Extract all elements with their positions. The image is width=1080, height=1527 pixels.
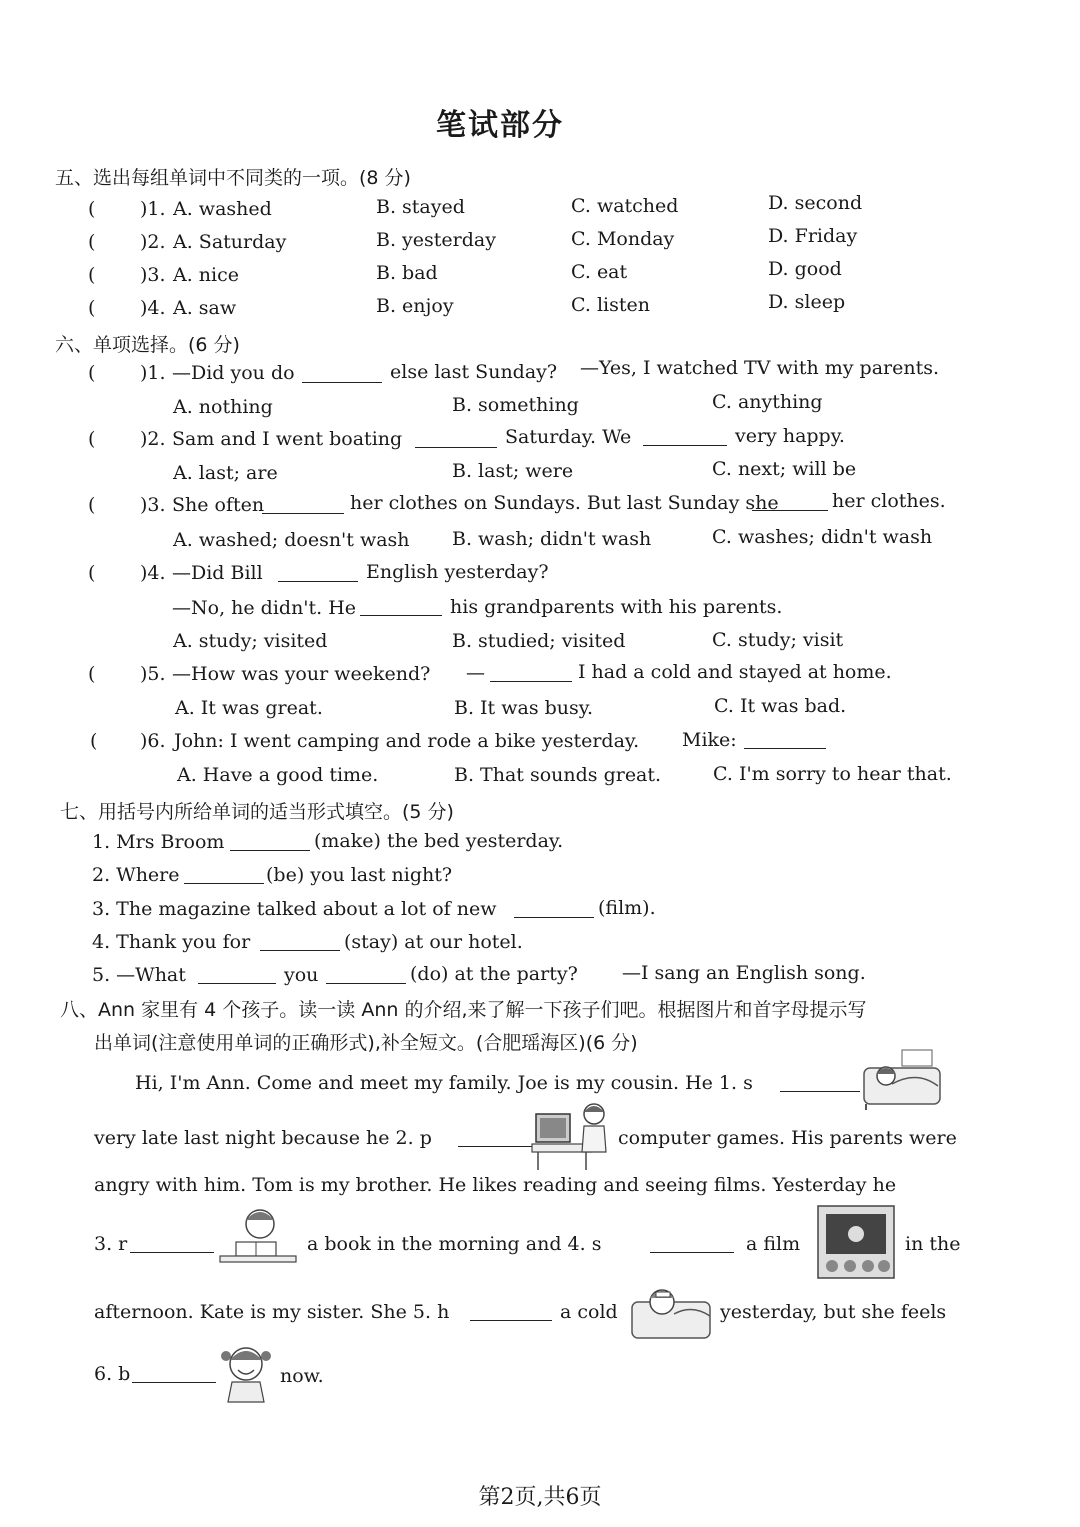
option-c: C. study; visit — [712, 629, 844, 651]
answer-blank[interactable] — [458, 1130, 532, 1147]
option-c: C. watched — [571, 195, 679, 217]
option-b: B. yesterday — [376, 229, 496, 251]
answer-blank[interactable] — [198, 967, 276, 984]
fill-text: 4. Thank you for — [92, 931, 251, 953]
passage-text: a book in the morning and 4. s — [307, 1233, 602, 1255]
question-number: )1. — [140, 198, 166, 220]
option-b: B. stayed — [376, 196, 465, 218]
question-text: —Did Bill — [172, 562, 263, 584]
sleeping-boy-icon — [862, 1048, 944, 1110]
question-text: her clothes. — [832, 490, 946, 512]
passage-text: in the — [905, 1233, 961, 1255]
option-b: B. enjoy — [376, 295, 454, 317]
passage-text: now. — [280, 1365, 324, 1387]
passage-text: Hi, I'm Ann. Come and meet my family. Joe is my cousin. He 1. s — [135, 1072, 753, 1094]
section-5-header: 五、选出每组单词中不同类的一项。(8 分) — [55, 167, 411, 189]
question-text: else last Sunday? — [390, 361, 558, 383]
answer-blank[interactable] — [184, 867, 264, 884]
fill-text: (film). — [598, 897, 656, 919]
question-text: —Did you do — [172, 362, 295, 384]
question-text: —Yes, I watched TV with my parents. — [580, 357, 940, 379]
option-c: C. anything — [712, 391, 823, 413]
answer-blank[interactable] — [262, 497, 344, 514]
question-text: her clothes on Sundays. But last Sunday she — [350, 492, 779, 514]
option-a: A. washed — [173, 198, 272, 220]
answer-blank[interactable] — [230, 834, 310, 851]
option-a: A. last; are — [173, 462, 278, 484]
question-text: English yesterday? — [366, 561, 549, 583]
answer-paren[interactable]: ( — [88, 562, 96, 584]
option-c: C. listen — [571, 294, 650, 316]
option-d: D. sleep — [768, 291, 846, 313]
answer-blank[interactable] — [780, 1075, 860, 1092]
fill-text: (do) at the party? — [410, 963, 578, 985]
question-number: )4. — [140, 562, 166, 584]
answer-paren[interactable]: ( — [88, 297, 96, 319]
passage-text: 3. r — [94, 1233, 128, 1255]
answer-blank[interactable] — [260, 934, 340, 951]
answer-blank[interactable] — [514, 901, 594, 918]
answer-blank[interactable] — [490, 665, 572, 682]
option-c: C. eat — [571, 261, 628, 283]
option-c: C. next; will be — [712, 458, 857, 480]
option-b: B. something — [452, 394, 579, 416]
question-text: I had a cold and stayed at home. — [578, 661, 892, 683]
question-text: Sam and I went boating — [172, 428, 403, 450]
fill-text: —I sang an English song. — [622, 962, 866, 984]
answer-blank[interactable] — [415, 431, 497, 448]
passage-text: angry with him. Tom is my brother. He likes reading and seeing films. Yesterday he — [94, 1174, 897, 1196]
fill-text: (stay) at our hotel. — [344, 931, 523, 953]
question-text: his grandparents with his parents. — [450, 596, 783, 618]
fill-text: 5. —What — [92, 964, 186, 986]
answer-blank[interactable] — [744, 732, 826, 749]
answer-blank[interactable] — [326, 967, 406, 984]
answer-blank[interactable] — [752, 494, 828, 511]
option-a: A. washed; doesn't wash — [173, 529, 410, 551]
option-a: A. It was great. — [175, 697, 323, 719]
option-d: D. good — [768, 258, 842, 280]
passage-text: afternoon. Kate is my sister. She 5. h — [94, 1301, 450, 1323]
question-number: )1. — [140, 362, 166, 384]
page-number: 第2页,共6页 — [478, 1485, 602, 1510]
question-text: John: I went camping and rode a bike yesterday. — [174, 730, 640, 752]
answer-blank[interactable] — [132, 1366, 216, 1383]
reading-boy-icon — [216, 1206, 300, 1268]
option-a: A. nothing — [173, 396, 273, 418]
answer-blank[interactable] — [360, 599, 442, 616]
section-8-header-cont: 出单词(注意使用单词的正确形式),补全短文。(合肥瑶海区)(6 分) — [94, 1032, 638, 1054]
question-text: very happy. — [735, 425, 845, 447]
option-b: B. It was busy. — [454, 697, 594, 719]
answer-paren[interactable]: ( — [88, 494, 96, 516]
option-c: C. Monday — [571, 228, 675, 250]
option-a: A. nice — [173, 264, 239, 286]
section-8-header: 八、Ann 家里有 4 个孩子。读一读 Ann 的介绍,来了解一下孩子们吧。根据图片和首字母提示写 — [60, 999, 867, 1021]
question-text: Mike: — [682, 729, 737, 751]
answer-paren[interactable]: ( — [88, 663, 96, 685]
option-a: A. Have a good time. — [177, 764, 379, 786]
option-a: A. saw — [173, 297, 237, 319]
option-d: D. Friday — [768, 225, 858, 247]
fill-text: (make) the bed yesterday. — [314, 830, 564, 852]
answer-paren[interactable]: ( — [88, 362, 96, 384]
passage-text: yesterday, but she feels — [720, 1301, 947, 1323]
answer-blank[interactable] — [650, 1236, 734, 1253]
option-a: A. study; visited — [173, 630, 328, 652]
option-b: B. last; were — [452, 460, 574, 482]
answer-blank[interactable] — [278, 565, 358, 582]
question-text: —No, he didn't. He — [172, 597, 357, 619]
question-number: )3. — [140, 494, 166, 516]
fill-text: 2. Where — [92, 864, 180, 886]
question-text: — — [466, 662, 485, 684]
passage-text: a film — [746, 1233, 801, 1255]
passage-text: very late last night because he 2. p — [94, 1127, 432, 1149]
question-text: —How was your weekend? — [172, 663, 431, 685]
question-text: Saturday. We — [505, 426, 632, 448]
fill-text: 3. The magazine talked about a lot of new — [92, 898, 497, 920]
option-b: B. bad — [376, 262, 438, 284]
question-text: She often — [172, 494, 265, 516]
fill-text: 1. Mrs Broom — [92, 831, 225, 853]
answer-paren[interactable]: ( — [88, 428, 96, 450]
fill-text: (be) you last night? — [266, 864, 453, 886]
answer-paren[interactable]: ( — [88, 198, 96, 220]
answer-blank[interactable] — [643, 429, 727, 446]
question-number: )2. — [140, 231, 166, 253]
question-number: )5. — [140, 663, 166, 685]
section-7-header: 七、用括号内所给单词的适当形式填空。(5 分) — [60, 801, 454, 823]
answer-blank[interactable] — [302, 366, 382, 383]
passage-text: 6. b — [94, 1363, 131, 1385]
option-b: B. That sounds great. — [454, 764, 662, 786]
computer-boy-icon — [530, 1100, 616, 1172]
option-b: B. wash; didn't wash — [452, 528, 652, 550]
answer-paren[interactable]: ( — [88, 231, 96, 253]
passage-text: computer games. His parents were — [618, 1127, 957, 1149]
question-number: )6. — [140, 730, 166, 752]
option-d: D. second — [768, 192, 863, 214]
option-c: C. I'm sorry to hear that. — [713, 763, 952, 785]
answer-blank[interactable] — [470, 1304, 552, 1321]
option-b: B. studied; visited — [452, 630, 626, 652]
cinema-screen-icon — [816, 1204, 896, 1280]
sick-girl-icon — [630, 1280, 714, 1342]
page-title: 笔试部分 — [436, 108, 564, 143]
fill-text: you — [284, 964, 319, 986]
question-number: )2. — [140, 428, 166, 450]
option-c: C. It was bad. — [714, 695, 847, 717]
option-c: C. washes; didn't wash — [712, 526, 933, 548]
option-a: A. Saturday — [173, 231, 287, 253]
answer-paren[interactable]: ( — [90, 730, 98, 752]
passage-text: a cold — [560, 1301, 618, 1323]
happy-girl-icon — [216, 1342, 276, 1404]
question-number: )4. — [140, 297, 166, 319]
answer-blank[interactable] — [130, 1236, 214, 1253]
question-number: )3. — [140, 264, 166, 286]
section-6-header: 六、单项选择。(6 分) — [55, 334, 240, 356]
answer-paren[interactable]: ( — [88, 264, 96, 286]
